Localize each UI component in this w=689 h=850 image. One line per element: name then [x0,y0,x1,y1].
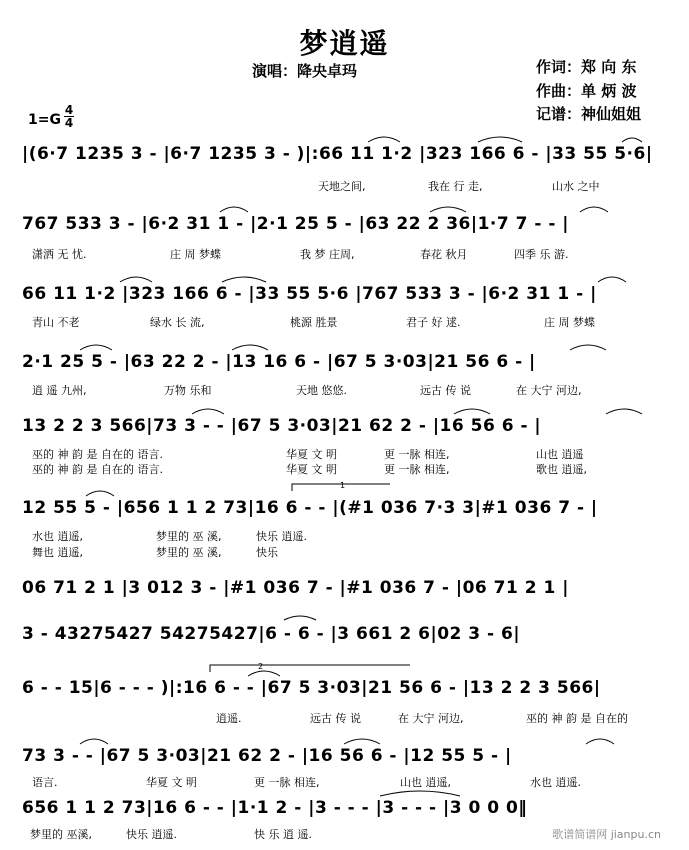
slur [192,409,224,414]
slur [580,207,608,212]
lyric-line-5-verse2-c: 更 一脉 相连, [384,463,450,476]
transcriber-credit: 记谱：神仙姐姐 [536,105,642,123]
slur [454,409,490,414]
score-line-11: 656 1 1 2 73|16 6 - - |1·1 2 - |3 - - - |3 - - - |3 0 0 0‖ [22,798,528,818]
lyric-line-6-a: 水也 逍遥, [32,530,83,543]
lyric-line-10-c: 更 一脉 相连, [254,776,320,789]
score-line-7: 06 71 2 1 |3 012 3 - |#1 036 7 - |#1 036 7 - |06 71 2 1 | [22,578,569,598]
lyric-line-3-c: 桃源 胜景 [290,316,338,329]
lyric-line-5-a: 巫的 神 韵 是 自在的 语言. [32,448,163,461]
slur [606,409,642,414]
score-line-6: 12 55 5 - |656 1 1 2 73|16 6 - - |(#1 036 7·3 3|#1 036 7 - | [22,498,598,518]
lyric-line-11-a: 梦里的 巫溪, [30,828,92,841]
score-line-1: |(6·7 1235 3 - |6·7 1235 3 - )|:66 11 1·2 |323 166 6 - |33 55 5·6| [22,144,653,164]
slur [284,616,316,620]
lyric-line-10-a: 语言. [32,776,58,789]
lyric-line-5-verse2-a: 巫的 神 韵 是 自在的 语言. [32,463,163,476]
lyric-line-6-verse2-c: 快乐 [256,546,278,559]
slur [80,739,108,744]
lyric-line-4-a: 逍 遥 九州, [32,384,87,397]
lyric-line-4-e: 在 大宁 河边, [516,384,582,397]
volta-number: 1 [340,481,346,490]
composer-credit: 作曲：单 炳 波 [536,82,637,100]
singer-credit: 演唱：降央卓玛 [252,62,358,80]
slur [120,277,152,282]
slur [248,671,280,676]
lyric-line-3-a: 青山 不老 [32,316,80,329]
volta-bracket [210,665,410,672]
lyric-line-9-a: 逍遥. [216,712,242,725]
key-signature: 1=G [28,112,61,128]
lyric-line-5-verse2-d: 歌也 逍遥, [536,463,587,476]
slur [570,345,606,350]
lyric-line-6-c: 快乐 逍遥. [256,530,307,543]
slur [368,137,400,142]
watermark: 歌谱简谱网 jianpu.cn [552,828,661,841]
lyric-line-2-b: 庄 周 梦蝶 [170,248,221,261]
slur [478,137,522,142]
lyricist-credit: 作词：郑 向 东 [536,58,637,76]
lyric-line-10-e: 水也 逍遥. [530,776,581,789]
score-line-4: 2·1 25 5 - |63 22 2 - |13 16 6 - |67 5 3·03|21 56 6 - | [22,352,536,372]
score-line-3: 66 11 1·2 |323 166 6 - |33 55 5·6 |767 533 3 - |6·2 31 1 - | [22,284,597,304]
lyric-line-3-b: 绿水 长 流, [150,316,205,329]
page-title: 梦逍遥 [299,27,390,60]
lyric-line-10-b: 华夏 文 明 [146,776,197,789]
lyric-line-5-verse2-b: 华夏 文 明 [286,463,337,476]
slur [220,207,248,212]
lyric-line-2-a: 潇洒 无 忧. [32,248,87,261]
slur [598,277,626,282]
slur [232,345,268,350]
lyric-line-2-c: 我 梦 庄周, [300,248,355,261]
lyric-line-1-b: 我在 行 走, [428,180,483,193]
slur [586,739,614,744]
volta-number: 2 [258,662,264,671]
slur [430,207,466,212]
time-signature-bottom: 4 [64,116,74,130]
lyric-line-4-b: 万物 乐和 [164,384,212,397]
lyric-line-6-b: 梦里的 巫 溪, [156,530,222,543]
slur [380,791,460,796]
lyric-line-6-verse2-b: 梦里的 巫 溪, [156,546,222,559]
lyric-line-2-e: 四季 乐 游. [514,248,569,261]
lyric-line-1-a: 天地之间, [318,180,366,193]
time-signature-top: 4 [64,103,74,117]
lyric-line-9-b: 远古 传 说 [310,712,361,725]
lyric-line-4-d: 远古 传 说 [420,384,471,397]
score-line-5: 13 2 2 3 566|73 3 - - |67 5 3·03|21 62 2 - |16 56 6 - | [22,416,542,436]
score-line-8: 3 - 43275427 54275427|6 - 6 - |3 661 2 6|02 3 - 6| [22,624,521,644]
lyric-line-9-c: 在 大宁 河边, [398,712,464,725]
slur [622,138,642,142]
lyric-line-9-d: 巫的 神 韵 是 自在的 [526,712,628,725]
slur [80,345,112,350]
lyric-line-10-d: 山也 逍遥, [400,776,451,789]
score-line-9: 6 - - 15|6 - - - )|:16 6 - - |67 5 3·03|21 56 6 - |13 2 2 3 566| [22,678,601,698]
lyric-line-5-b: 华夏 文 明 [286,448,337,461]
lyric-line-2-d: 春花 秋月 [420,248,468,261]
lyric-line-1-c: 山水 之中 [552,180,600,193]
lyric-line-5-c: 更 一脉 相连, [384,448,450,461]
lyric-line-3-d: 君子 好 逑. [406,316,461,329]
lyric-line-11-c: 快 乐 逍 遥. [254,828,312,841]
slur [222,277,266,282]
slur [344,739,380,744]
lyric-line-5-d: 山也 逍遥 [536,448,584,461]
lyric-line-6-verse2-a: 舞也 逍遥, [32,546,83,559]
slur [86,491,114,496]
score-line-10: 73 3 - - |67 5 3·03|21 62 2 - |16 56 6 - |12 55 5 - | [22,746,512,766]
score-line-2: 767 533 3 - |6·2 31 1 - |2·1 25 5 - |63 22 2 36|1·7 7 - - | [22,214,570,234]
lyric-line-4-c: 天地 悠悠. [296,384,347,397]
lyric-line-3-e: 庄 周 梦蝶 [544,316,595,329]
lyric-line-11-b: 快乐 逍遥. [126,828,177,841]
